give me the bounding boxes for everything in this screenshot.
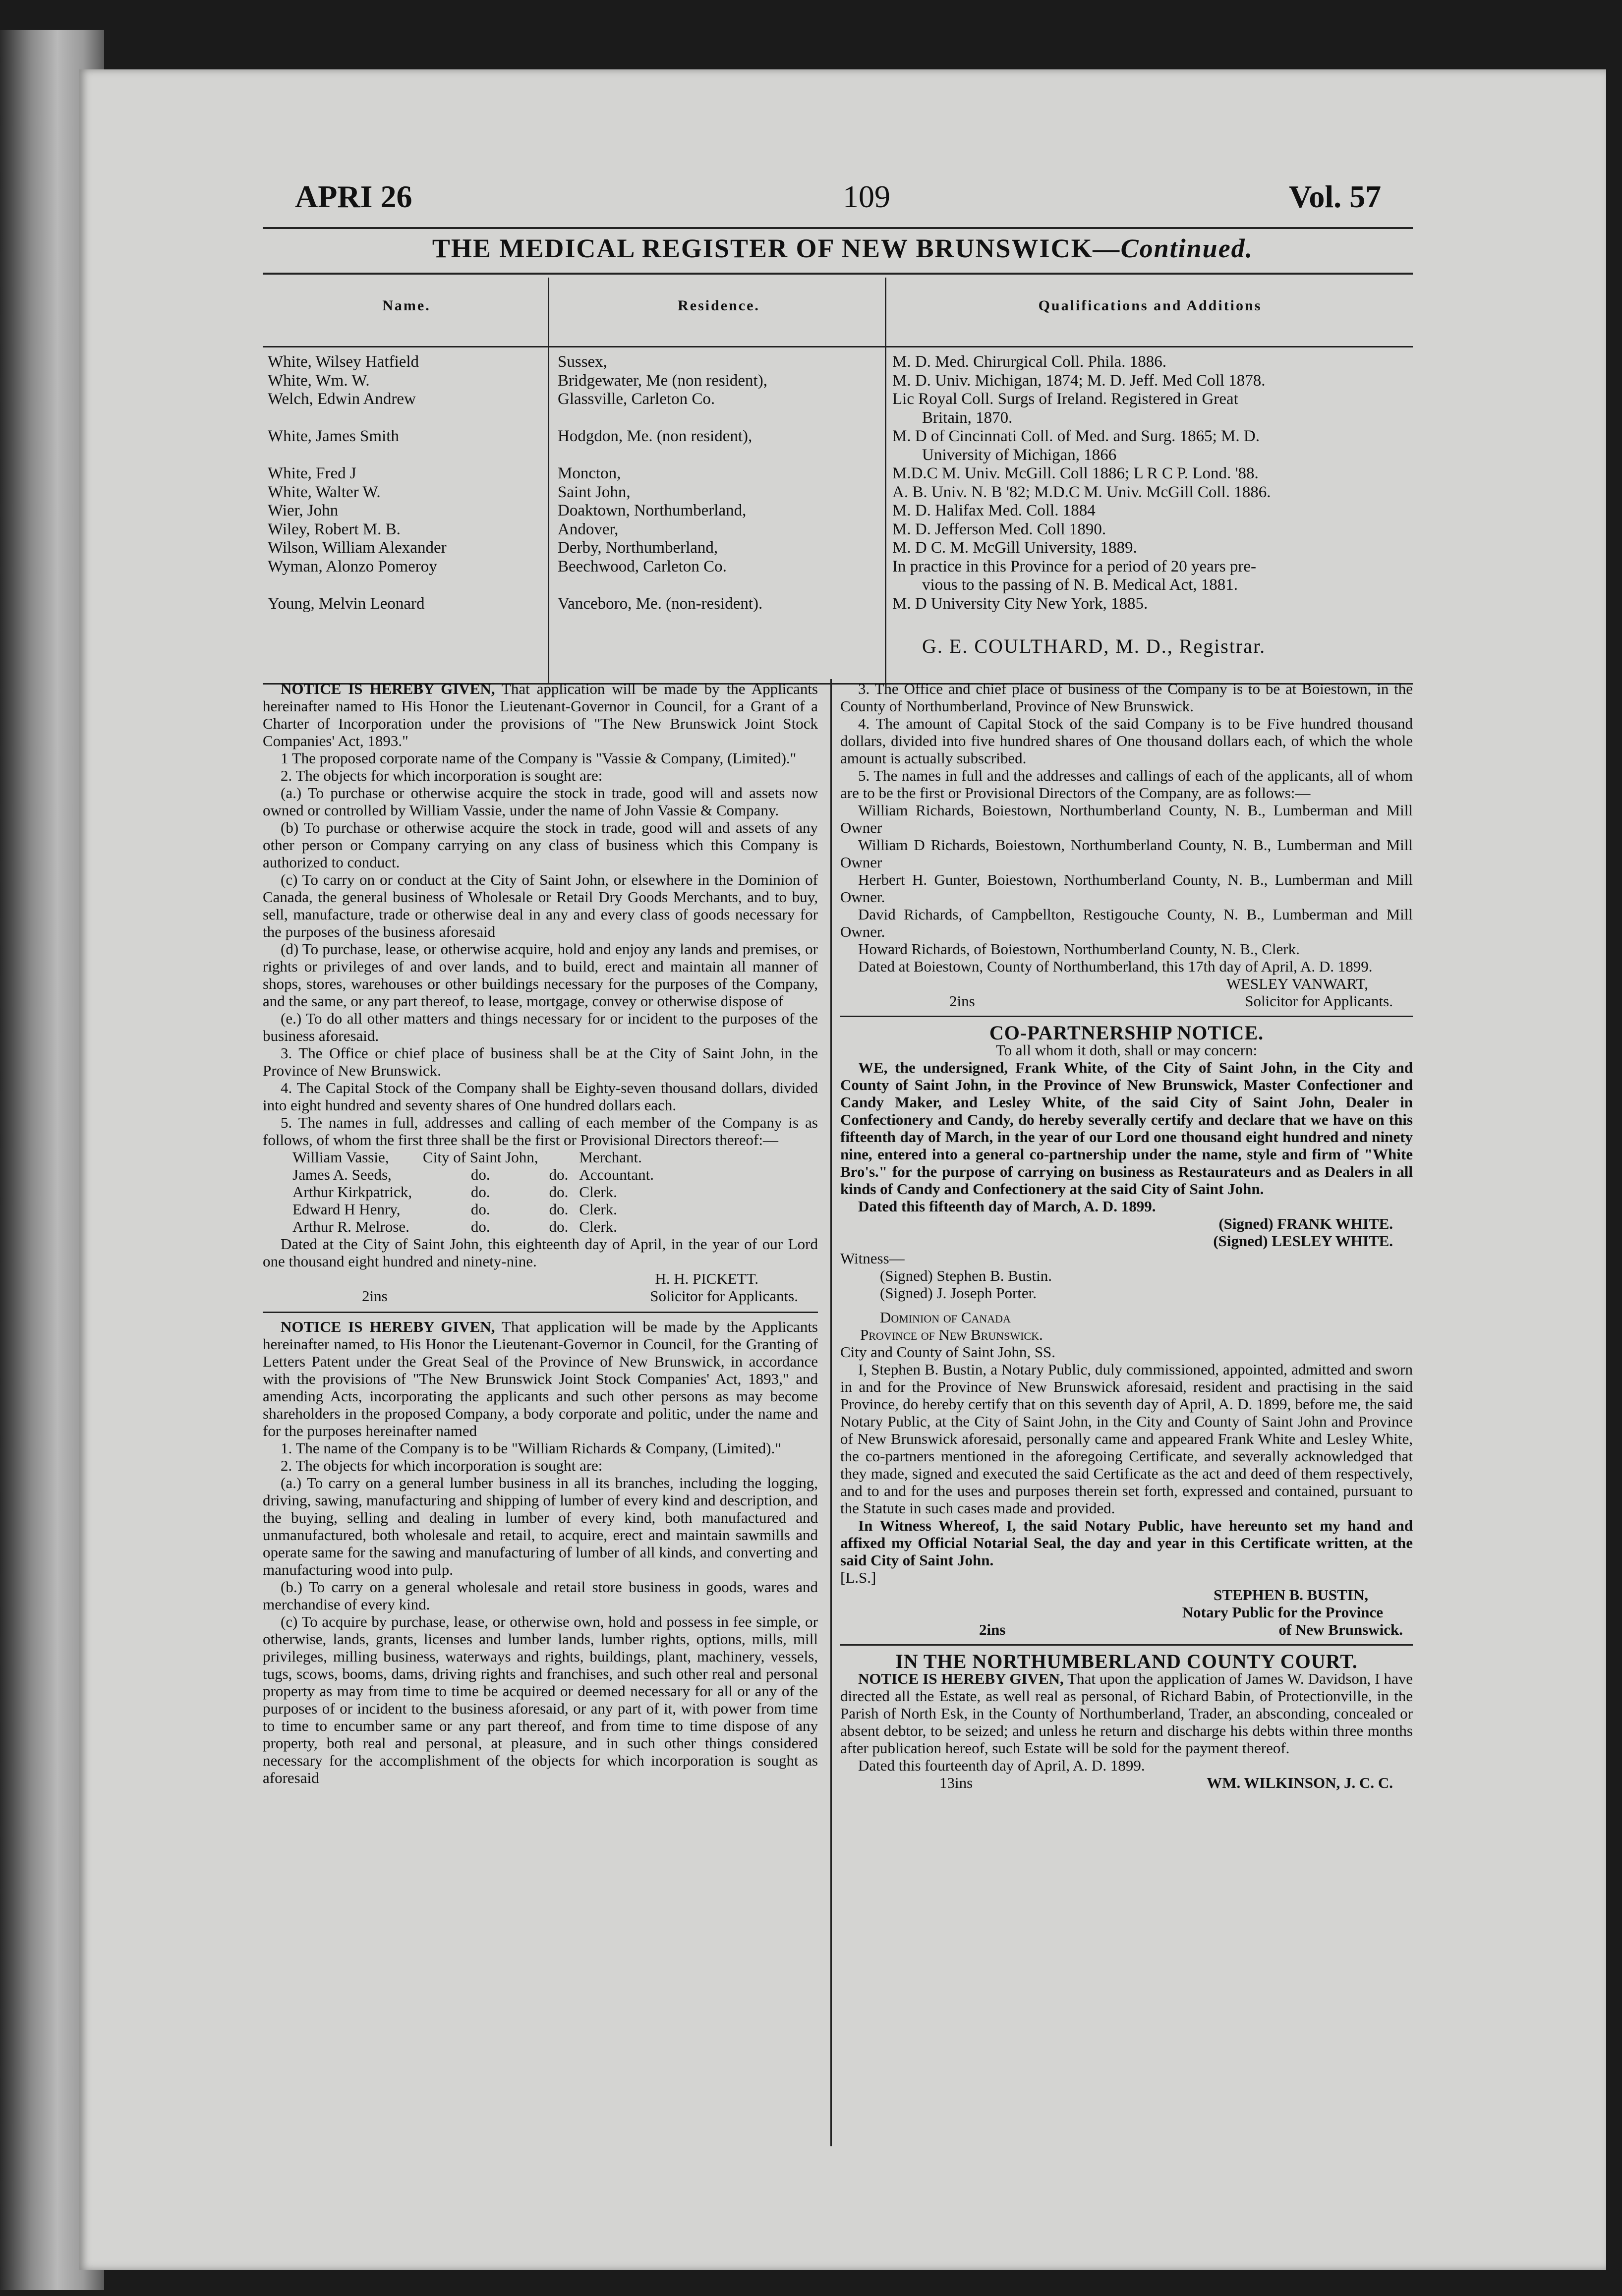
- register-name: Wier, John: [268, 502, 339, 519]
- director-ditto: [549, 1148, 579, 1166]
- notary-seal: [L.S.]: [840, 1569, 876, 1586]
- register-qualification: University of Michigan, 1866: [922, 446, 1117, 464]
- register-residence: Moncton,: [558, 464, 621, 482]
- directors-table: [292, 1148, 665, 1235]
- director-name: Edward H Henry,: [292, 1201, 401, 1218]
- header-rule: [263, 227, 1413, 229]
- register-qualification: M. D. Jefferson Med. Coll 1890.: [892, 520, 1106, 538]
- registrar-signature: G. E. COULTHARD, M. D., Registrar.: [922, 635, 1266, 657]
- richards-member: David Richards, of Campbellton, Restigouche County, N. B., Lumberman and Mill Owner.: [840, 906, 1413, 940]
- director-calling: Clerk.: [579, 1201, 617, 1218]
- register-qualification: Lic Royal Coll. Surgs of Ireland. Registered in Great: [892, 390, 1238, 408]
- column-divider: [830, 679, 832, 2146]
- director-city: do.: [470, 1201, 490, 1218]
- richards-member: Herbert H. Gunter, Boiestown, Northumberland County, N. B., Lumberman and Mill Owner.: [840, 871, 1413, 906]
- director-calling: Accountant.: [579, 1166, 654, 1183]
- register-row: [79, 539, 1606, 557]
- notary-name: STEPHEN B. BUSTIN,: [1214, 1586, 1368, 1604]
- notice-vassie-insertions: 2ins: [362, 1287, 388, 1305]
- director-name: Arthur Kirkpatrick,: [292, 1183, 412, 1201]
- notice-richards-signer-title: Solicitor for Applicants.: [1245, 992, 1393, 1010]
- register-name: Young, Melvin Leonard: [268, 594, 425, 613]
- notice-richards-p1: 1. The name of the Company is to be "William Richards & Company, (Limited).": [281, 1439, 781, 1457]
- copartnership-sign-lesley: (Signed) LESLEY WHITE.: [1213, 1232, 1393, 1250]
- notice-vassie-p5: 5. The names in full, addresses and calling of each member of the Company is as follows, of whom the first three shall be the first or Provisional Directors thereof:—: [263, 1114, 818, 1148]
- notice-richards-insertions: 2ins: [949, 992, 975, 1010]
- register-qualification: A. B. Univ. N. B '82; M.D.C M. Univ. McGill Coll. 1886.: [892, 483, 1271, 501]
- notice-richards-lead: NOTICE IS HEREBY GIVEN,: [281, 1318, 495, 1335]
- director-name: Arthur R. Melrose.: [292, 1218, 409, 1235]
- director-calling: Merchant.: [579, 1148, 642, 1166]
- copartnership-separator: [840, 1016, 1413, 1017]
- column-header-residence: Residence.: [678, 297, 760, 314]
- register-name: White, Fred J: [268, 464, 356, 482]
- notice-richards-signer: WESLEY VANWART,: [1226, 975, 1368, 992]
- right-column: [840, 680, 1413, 1791]
- notice-vassie-lead: NOTICE IS HEREBY GIVEN,: [281, 680, 495, 697]
- header-volume: Vol. 57: [1289, 179, 1382, 214]
- notice-richards-p3: 3. The Office and chief place of business of the Company is to be at Boiestown, in the County of Northumberland, Province of New Brunswick.: [840, 680, 1413, 715]
- director-ditto: do.: [549, 1183, 569, 1201]
- county-court-signer: WM. WILKINSON, J. C. C.: [1207, 1774, 1393, 1791]
- copartnership-insertions: 2ins: [979, 1621, 1006, 1638]
- copartnership-dated: Dated this fifteenth day of March, A. D. 1899.: [858, 1198, 1156, 1215]
- copartnership-body: WE, the undersigned, Frank White, of the City of Saint John, in the City and County of Saint John, in the Province of New Brunswick, Master Confectioner and Candy Maker, and Lesley White, of the said City of Saint John, Dealer in Confectionery and Candy, do hereby severally certify and declare that we have on this fifteenth day of March, in the year of our Lord one thousand eight hundred and ninety nine, entered into a general co-partnership under the name, style and firm of "White Bro's." for the purpose of carrying on business as Restaurateurs and as Dealers in all kinds of Candy and Confectionery at the said City of Saint John.: [840, 1059, 1413, 1198]
- register-row: [79, 502, 1606, 520]
- copartnership-witness-2: (Signed) J. Joseph Porter.: [880, 1284, 1037, 1302]
- page: [79, 69, 1606, 2270]
- dominion-of-canada: Dominion of Canada: [880, 1309, 1011, 1326]
- register-qualification: Britain, 1870.: [922, 408, 1013, 427]
- director-calling: Clerk.: [579, 1218, 617, 1235]
- register-name: Wyman, Alonzo Pomeroy: [268, 557, 437, 575]
- notice-vassie-p2: 2. The objects for which incorporation is sought are:: [281, 767, 603, 784]
- register-qualification: M. D C. M. McGill University, 1889.: [892, 539, 1137, 557]
- register-row: [79, 409, 1606, 427]
- register-row: [79, 427, 1606, 446]
- director-row: [292, 1218, 665, 1235]
- director-row: [292, 1183, 665, 1201]
- director-ditto: do.: [549, 1201, 569, 1218]
- register-row: [79, 353, 1606, 371]
- register-row: [79, 558, 1606, 576]
- register-name: Welch, Edwin Andrew: [268, 390, 416, 408]
- county-court-insertions: 13ins: [939, 1774, 973, 1791]
- notice-vassie-p3: 3. The Office or chief place of business shall be at the City of Saint John, in the Province of New Brunswick.: [263, 1044, 818, 1079]
- director-ditto: do.: [549, 1218, 569, 1235]
- register-residence: Glassville, Carleton Co.: [558, 390, 715, 408]
- notice-vassie-a: (a.) To purchase or otherwise acquire the stock in trade, good will and assets now owned or controlled by William Vassie, under the name of John Vassie & Company.: [263, 784, 818, 819]
- register-row: [79, 520, 1606, 539]
- director-row: [292, 1148, 665, 1166]
- register-residence: Doaktown, Northumberland,: [558, 502, 747, 519]
- director-ditto: do.: [549, 1166, 569, 1183]
- register-residence: Vanceboro, Me. (non-resident).: [558, 594, 763, 613]
- register-name: White, James Smith: [268, 427, 399, 445]
- notice-vassie-signer-title: Solicitor for Applicants.: [650, 1287, 798, 1305]
- register-qualification: M. D. Med. Chirurgical Coll. Phila. 1886.: [892, 353, 1167, 371]
- register-qualification: vious to the passing of N. B. Medical Act, 1881.: [922, 576, 1238, 594]
- register-qualification: M. D University City New York, 1885.: [892, 594, 1148, 613]
- notice-vassie-c: (c) To carry on or conduct at the City of Saint John, or elsewhere in the Dominion of Canada, the general business of Wholesale or Retail Dry Goods Merchants, and to buy, sell, manufacture, trade or otherwise deal in any and every class of goods necessary for the purposes of the business aforesaid: [263, 871, 818, 940]
- richards-member: William Richards, Boiestown, Northumberland County, N. B., Lumberman and Mill Owner: [840, 802, 1413, 836]
- notice-vassie-dated: Dated at the City of Saint John, this eighteenth day of April, in the year of our Lord one thousand eight hundred and ninety-nine.: [263, 1235, 818, 1270]
- province-of-new-brunswick: Province of New Brunswick.: [860, 1326, 1043, 1343]
- notary-body: I, Stephen B. Bustin, a Notary Public, duly commissioned, appointed, admitted and sworn in and for the Province of New Brunswick aforesaid, resident and practising in the said Province, do hereby certify that on this seventh day of April, A. D. 1899, before me, the said Notary Public, at the City of Saint John, in the City and County of Saint John and Province of New Brunswick aforesaid, personally came and appeared Frank White and Lesley White, the co-partners mentioned in the aforegoing Certificate, and severally acknowledged that they made, signed and executed the said Certificate as the act and deed of them respectively, and to and for the uses and purposes therein set forth, expressed and contained, pursuant to the Statute in such cases made and provided.: [840, 1361, 1413, 1517]
- court-separator: [840, 1644, 1413, 1646]
- register-qualification: M.D.C M. Univ. McGill. Coll 1886; L R C P. Lond. '88.: [892, 464, 1259, 482]
- notice-richards-c: (c) To acquire by purchase, lease, or otherwise own, hold and possess in fee simple, or otherwise, lands, grants, licenses and lumber lands, lumber rights, options, mills, mill privileges, milling business, waterways and rights, buildings, plant, machinery, vessels, tugs, scows, booms, dams, driving rights and franchises, and such other real and personal property as may from time to time be acquired or deemed necessary for all or any of the purposes of or incident to the business aforesaid, or any part of it, with power from time to time to encumber same or any part thereof, and from time to time dispose of any property, both real and personal, at pleasure, and in such other things considered necessary for the accomplishment of the objects for which incorporation is sought as aforesaid: [263, 1613, 818, 1786]
- notary-title-2: of New Brunswick.: [1278, 1621, 1403, 1638]
- copartnership-heading: CO-PARTNERSHIP NOTICE.: [989, 1022, 1264, 1044]
- header-date: APRI 26: [295, 179, 412, 214]
- register-row: [79, 483, 1606, 502]
- register-name: Wilson, William Alexander: [268, 539, 447, 557]
- copartnership-salutation: To all whom it doth, shall or may concern:: [995, 1041, 1258, 1059]
- notice-vassie-intro: That application will be made by the Applicants hereinafter named to His Honor the Lieutenant-Governor in Council, for a Grant of a Charter of Incorporation under the provisions of "The New Brunswick Joint Stock Companies' Act, 1893.": [263, 680, 818, 749]
- register-residence: Derby, Northumberland,: [558, 539, 718, 557]
- notice-separator: [263, 1312, 818, 1313]
- director-row: [292, 1166, 665, 1183]
- register-residence: Sussex,: [558, 353, 607, 371]
- column-header-name: Name.: [382, 297, 431, 314]
- register-title: THE MEDICAL REGISTER OF NEW BRUNSWICK—Continued.: [432, 233, 1254, 263]
- richards-members: [840, 802, 1413, 958]
- director-city: do.: [470, 1166, 490, 1183]
- county-court-body: That upon the application of James W. Davidson, I have directed all the Estate, as well real as personal, of Richard Babin, of Protectionville, in the Parish of North Esk, in the County of Northumberland, Trader, an absconding, concealed or absent debtor, to be seized; and unless he return and discharge his debts within three months after publication hereof, such Estate will be sold for the payment thereof.: [840, 1670, 1413, 1757]
- director-city: City of Saint John,: [423, 1148, 538, 1166]
- county-court-heading: IN THE NORTHUMBERLAND COUNTY COURT.: [895, 1650, 1358, 1672]
- notice-vassie-e: (e.) To do all other matters and things necessary for or incident to the purposes of the business aforesaid.: [263, 1010, 818, 1044]
- copartnership-sign-frank: (Signed) FRANK WHITE.: [1218, 1215, 1393, 1232]
- director-city: do.: [470, 1183, 490, 1201]
- register-top-rule: [263, 273, 1413, 275]
- copartnership-witness-label: Witness—: [840, 1250, 905, 1267]
- register-row: [79, 595, 1606, 613]
- register-row: [79, 372, 1606, 390]
- register-residence: Bridgewater, Me (non resident),: [558, 371, 767, 390]
- notice-richards-p2: 2. The objects for which incorporation is sought are:: [281, 1457, 603, 1474]
- notice-richards-intro: That application will be made by the Applicants hereinafter named, to His Honor the Lieutenant-Governor in Council, for the Granting of Letters Patent under the Great Seal of the Province of New Brunswick, in accordance with the provisions of "The New Brunswick Joint Stock Companies' Act, 1893," and amending Acts, incorporating the applicants and such other persons as may become shareholders in the proposed Company, a body corporate and politic, under the name and for the purposes hereinafter named: [263, 1318, 818, 1439]
- register-residence: Hodgdon, Me. (non resident),: [558, 427, 753, 445]
- column-header-qualifications: Qualifications and Additions: [1038, 297, 1262, 314]
- register-residence: Saint John,: [558, 483, 631, 501]
- copartnership-witness-1: (Signed) Stephen B. Bustin.: [880, 1267, 1052, 1284]
- director-city: do.: [470, 1218, 490, 1235]
- director-name: James A. Seeds,: [292, 1166, 392, 1183]
- notice-vassie-b: (b) To purchase or otherwise acquire the stock in trade, good will and assets of any other person or Company carrying on any class of business which this Company is authorized to conduct.: [263, 819, 818, 871]
- notice-richards-p4: 4. The amount of Capital Stock of the said Company is to be Five hundred thousand dollars, divided into five hundred shares of One thousand dollars each, of which the whole amount is actually subscribed.: [840, 715, 1413, 767]
- register-row: [79, 464, 1606, 483]
- register-qualification: M. D. Halifax Med. Coll. 1884: [892, 502, 1096, 519]
- header-page-number: 109: [843, 179, 890, 214]
- register-qualification: M. D of Cincinnati Coll. of Med. and Surg. 1865; M. D.: [892, 427, 1260, 445]
- notice-richards-dated: Dated at Boiestown, County of Northumberland, this 17th day of April, A. D. 1899.: [858, 958, 1373, 975]
- director-calling: Clerk.: [579, 1183, 617, 1201]
- register-row: [79, 576, 1606, 594]
- notice-richards-b: (b.) To carry on a general wholesale and retail store business in goods, wares and merchandise of every kind.: [263, 1578, 818, 1613]
- county-court-dated: Dated this fourteenth day of April, A. D. 1899.: [858, 1757, 1145, 1774]
- register-name: Wiley, Robert M. B.: [268, 520, 401, 538]
- register-residence: Beechwood, Carleton Co.: [558, 557, 727, 575]
- notice-richards-a: (a.) To carry on a general lumber business in all its branches, including the logging, driving, sawing, manufacturing and shipping of lumber of every kind and description, and the buying, selling and dealing in lumber of every kind, both manufactured and unmanufactured, both wholesale and retail, to acquire, erect and maintain sawmills and operate same for the sawing and manufacturing of lumber of all kinds, and converting and manufacturing wood into pulp.: [263, 1474, 818, 1578]
- register-residence: Andover,: [558, 520, 619, 538]
- register-qualification: M. D. Univ. Michigan, 1874; M. D. Jeff. Med Coll 1878.: [892, 371, 1266, 390]
- register-name: White, Walter W.: [268, 483, 381, 501]
- notice-vassie-d: (d) To purchase, lease, or otherwise acquire, hold and enjoy any lands and premises, or rights or privileges of and over lands, and to build, erect and maintain all manner of shops, stores, warehouses or other buildings necessary for the purposes of the Company, and the same, or any part thereof, to lease, mortgage, convey or otherwise dispose of: [263, 940, 818, 1010]
- director-row: [292, 1201, 665, 1218]
- register-name: White, Wilsey Hatfield: [268, 353, 419, 371]
- register-qualification: In practice in this Province for a period of 20 years pre-: [892, 557, 1256, 575]
- richards-member: William D Richards, Boiestown, Northumberland County, N. B., Lumberman and Mill Owner: [840, 836, 1413, 871]
- city-and-county: City and County of Saint John, SS.: [840, 1343, 1056, 1361]
- notice-vassie-p1: 1 The proposed corporate name of the Company is "Vassie & Company, (Limited).": [281, 749, 797, 767]
- county-court-lead: NOTICE IS HEREBY GIVEN,: [858, 1670, 1064, 1687]
- director-name: William Vassie,: [292, 1148, 389, 1166]
- register-row: [79, 390, 1606, 408]
- notary-title-1: Notary Public for the Province: [1182, 1604, 1383, 1621]
- notice-richards-p5: 5. The names in full and the addresses and callings of each of the applicants, all of whom are to be the first or Provisional Directors of the Company, are as follows:—: [840, 767, 1413, 802]
- notice-vassie-signer: H. H. PICKETT.: [655, 1270, 758, 1287]
- notice-vassie-p4: 4. The Capital Stock of the Company shall be Eighty-seven thousand dollars, divided into eight hundred and seventy shares of One hundred dollars each.: [263, 1079, 818, 1114]
- notary-witness-whereof: In Witness Whereof, I, the said Notary Public, have hereunto set my hand and affixed my Official Notarial Seal, the day and year in this Certificate written, at the said City of Saint John.: [840, 1517, 1413, 1569]
- register-name: White, Wm. W.: [268, 371, 370, 390]
- notice-vassie: [263, 680, 818, 1786]
- richards-member: Howard Richards, of Boiestown, Northumberland County, N. B., Clerk.: [858, 940, 1300, 958]
- register-row: [79, 446, 1606, 464]
- register-header-rule: [263, 346, 1413, 347]
